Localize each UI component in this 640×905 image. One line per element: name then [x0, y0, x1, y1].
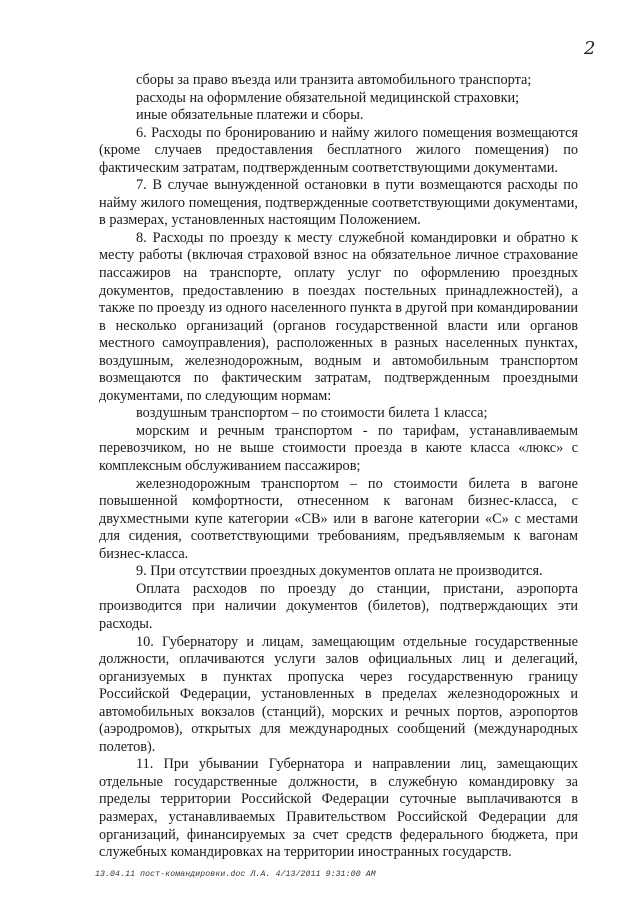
document-footer: 13.04.11 пост-командировки.doc Л.А. 4/13/2011 9:31:00 AM — [95, 870, 376, 879]
paragraph-9: 9. При отсутствии проездных документов оплата не производится. — [136, 563, 543, 580]
paragraph-air-transport: воздушным транспортом – по стоимости билета 1 класса; — [136, 405, 488, 422]
paragraph-6: 6. Расходы по бронированию и найму жилого помещения возмещаются (кроме случаев предоставления бесплатного жилого помещения) по фактическим затратам, подтвержденным соответствующими документами. — [99, 124, 578, 176]
page-number: 2 — [584, 38, 596, 59]
paragraph-fee-entry: сборы за право въезда или транзита автомобильного транспорта; — [136, 72, 532, 88]
paragraph-10: 10. Губернатору и лицам, замещающим отдельные государственные должности, оплачиваются услуги залов официальных лиц и делегаций, организуемых в пунктах пропуска через государственную границу Российской Федерации, установленных в пределах железнодорожных и автомобильных вокзалов (станций), морских и речных портов, аэропортов (аэродромов), открытых для международных сообщений (международных полетов). — [99, 633, 578, 755]
paragraph-7: 7. В случае вынужденной остановки в пути возмещаются расходы по найму жилого помещения, подтвержденные соответствующими документами, в размерах, установленных настоящим Положением. — [99, 177, 578, 229]
paragraph-8: 8. Расходы по проезду к месту служебной командировки и обратно к месту работы (включая страховой взнос на обязательное личное страхование пассажиров на транспорте, оплату услуг по оформлению проездных документов, предоставлению в поездах постельных принадлежностей), а также по проезду из одного населенного пункта в другой при командировании в несколько организаций (органов государственной власти или органов местного самоуправления), расположенных в разных населенных пунктах, воздушным, железнодорожным, водным и автомобильным транспортом возмещаются по фактическим затратам, подтвержденным проездными документами, по следующим нормам: — [99, 229, 578, 404]
paragraph-insurance: расходы на оформление обязательной медицинской страховки; — [136, 89, 520, 106]
paragraph-rail-transport: железнодорожным транспортом – по стоимости билета в вагоне повышенной комфортности, отнесенном к вагонам бизнес-класса, с двухместными купе категории «СВ» или в вагоне категории «С» с местами для сидения, соответствующими требованиям, предъявляемым к вагонам бизнес-класса. — [99, 475, 578, 562]
paragraph-sea-transport: морским и речным транспортом - по тарифам, устанавливаемым перевозчиком, но не выше стоимости проезда в каюте класса «люкс» с комплексным обслуживанием пассажиров; — [99, 422, 578, 475]
paragraph-other-payments: иные обязательные платежи и сборы. — [136, 107, 364, 124]
paragraph-9-payment: Оплата расходов по проезду до станции, пристани, аэропорта производится при наличии документов (билетов), подтверждающих эти расходы. — [99, 580, 578, 632]
document-body — [99, 72, 578, 862]
paragraph-11: 11. При убывании Губернатора и направлении лиц, замещающих отдельные государственные должности, в служебную командировку за пределы территории Российской Федерации суточные выплачиваются в размерах, устанавливаемых Правительством Российской Федерации для организаций, финансируемых за счет средств федерального бюджета, при служебных командировках на территории иностранных государств. — [99, 756, 578, 861]
